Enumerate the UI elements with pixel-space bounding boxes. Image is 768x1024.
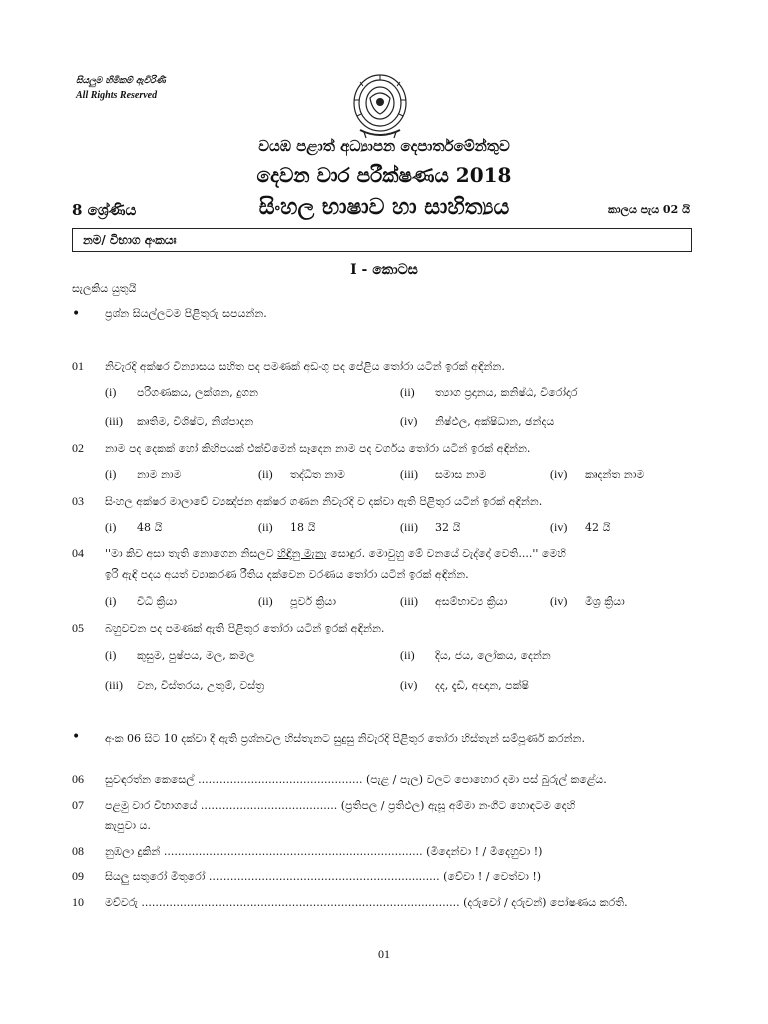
instructions-heading: සැලකිය යුතුයි xyxy=(72,282,137,295)
question-text: බහුවචන පද පමණක් ඇති පිළිතුර තෝරා යටින් ඉරක් අඳින්න. xyxy=(105,622,385,635)
underlined-phrase: හිඳිනු මැනැ xyxy=(277,547,327,560)
option-text[interactable]: නිෂ්ඵල, අක්ෂිධාන, ඡන්දය xyxy=(435,415,555,428)
option-text[interactable]: තද්ධිත නාම xyxy=(290,468,345,481)
option-number: (ii) xyxy=(258,467,273,481)
question-text-part: ''මා කිව අසා තැති නොගෙන නිසලව xyxy=(105,547,278,560)
exam-title: දෙවන වාර පරීක්ෂණය 2018 xyxy=(256,163,512,187)
option-text[interactable]: නාම නාම xyxy=(137,468,182,481)
option-number: (iii) xyxy=(105,678,123,692)
fill-blank-choices: (වේවා ! / වෙත්වා !) xyxy=(443,870,542,883)
question-text: නාම පද දෙකක් හෝ කිහිපයක් එක්වීමෙන් සෑදෙන නාම පද වර්ගය තෝරා යටින් ඉරක් අඳින්න. xyxy=(105,442,531,455)
fill-blank-prefix: මව්වරු ........................................................................................... xyxy=(105,896,460,909)
option-text[interactable]: වන, විස්තරය, උතුම්, වස්ත්‍ර xyxy=(137,679,265,692)
option-number: (ii) xyxy=(258,594,273,608)
option-number: (iv) xyxy=(400,414,418,428)
fill-blank-prefix: සුවඳරත්න කෙසෙල් ............................................... xyxy=(105,773,363,786)
option-text[interactable]: කුසුම, පුෂ්පය, මල, කමල xyxy=(137,649,255,662)
option-number: (iii) xyxy=(400,467,418,481)
question-text xyxy=(105,547,695,561)
fill-blank-sentence[interactable] xyxy=(105,870,541,884)
question-text: නිවැරදි අක්ෂර වින්‍යාසය සහිත පද පමණක් අඩංගු පද පේළිය තෝරා යටින් ඉරක් අඳින්න. xyxy=(105,360,505,373)
fill-blank-prefix: පළමු වාර විභාගයේ ....................................... xyxy=(105,799,338,812)
option-text[interactable]: මිශ්‍ර ක්‍රියා xyxy=(585,595,625,608)
question-text: සිංහල අක්ෂර මාලාවේ ව්‍යඤ්ජන අක්ෂර ගණන නිවැරදි ව දක්වා ඇති පිළිතුර යටින් ඉරක් අඳින්න. xyxy=(105,495,543,508)
question-number: 02 xyxy=(72,441,84,455)
option-number: (i) xyxy=(105,520,117,534)
name-index-field[interactable] xyxy=(72,228,692,252)
fill-blank-choices: (පැළ / පැල) වලට පොහොර දමා පස් බුරුල් කළේය. xyxy=(365,773,607,786)
question-number: 01 xyxy=(72,359,84,373)
option-text[interactable]: 42 යි xyxy=(585,521,611,534)
fill-blank-sentence[interactable] xyxy=(105,845,542,859)
option-text[interactable]: 32 යි xyxy=(435,521,461,534)
copyright-english: All Rights Reserved xyxy=(76,90,158,101)
fill-blank-choices: (දරුවෝ / දරුවන්) පෝෂණය කරති. xyxy=(463,896,628,909)
option-text[interactable]: විධි ක්‍රියා xyxy=(137,595,178,608)
option-text[interactable]: 18 යි xyxy=(290,521,316,534)
option-number: (i) xyxy=(105,648,117,662)
option-number: (iii) xyxy=(400,520,418,534)
question-number: 06 xyxy=(72,772,84,786)
fill-blank-prefix: සියලු සතුරෝ මිතුරෝ .................................................................. xyxy=(105,870,440,883)
question-number: 07 xyxy=(72,798,84,812)
department-title: වයඹ පළාත් අධ්‍යාපන දෙපාර්තමේන්තුව xyxy=(258,137,510,155)
fill-blank-sentence[interactable] xyxy=(105,799,575,813)
option-number: (iv) xyxy=(550,520,568,534)
subject-title: සිංහල භාෂාව හා සාහිත්‍යය xyxy=(258,194,510,220)
question-number: 03 xyxy=(72,494,84,508)
option-number: (i) xyxy=(105,385,117,399)
option-text[interactable]: පූර්ව ක්‍රියා xyxy=(290,595,336,608)
grade-label: 8 ශ්‍රේණිය xyxy=(72,201,137,219)
option-text[interactable]: අසම්භාව්‍ය ක්‍රියා xyxy=(435,595,508,608)
fill-blank-prefix: නුඹලා දුකින් .......................................................................... xyxy=(105,845,423,858)
option-number: (ii) xyxy=(258,520,273,534)
instruction-1: ප්‍රශ්න සියල්ලටම පිළිතුරු සපයන්න. xyxy=(105,307,267,320)
option-number: (iv) xyxy=(400,678,418,692)
part-title: I - කොටස xyxy=(350,262,418,278)
option-text[interactable]: පරිගණකය, ලක්ශන, දුගන xyxy=(137,386,258,399)
fill-blank-sentence[interactable] xyxy=(105,773,607,787)
option-text[interactable]: 48 යි xyxy=(137,521,163,534)
option-number: (iii) xyxy=(400,594,418,608)
option-number: (iii) xyxy=(105,414,123,428)
fill-blank-choices: (ප්‍රතිපල / ප්‍රතිඵල) ඇසූ අම්මා නංගීට හොඳටම දෙහි xyxy=(340,799,576,812)
option-number: (i) xyxy=(105,594,117,608)
option-text[interactable]: සමාස නාම xyxy=(435,468,487,481)
name-index-label: නම/ විභාග අංකයඃ xyxy=(83,233,177,247)
page-number: 01 xyxy=(378,947,390,961)
bullet-icon: • xyxy=(72,306,81,322)
time-allowed: කාලය පැය 02 යි xyxy=(608,203,690,216)
question-number: 08 xyxy=(72,844,84,858)
fill-blank-line2: කැපුවා ය. xyxy=(105,819,151,832)
question-number: 05 xyxy=(72,621,84,635)
option-number: (i) xyxy=(105,467,117,481)
option-text[interactable]: කෘතිම, විශිෂ්ට, නිශ්පාදන xyxy=(137,415,254,428)
bullet-icon: • xyxy=(72,729,81,745)
copyright-sinhala: සියලුම හිමිකම් ඇවිරිණි xyxy=(76,76,166,86)
question-text-part: සොඳුර. මොවුහු මේ වනයේ වැද්දෝ වෙති....'' මෙහි xyxy=(326,547,566,560)
question-number: 04 xyxy=(72,546,84,560)
option-text[interactable]: කෘදන්ත නාම xyxy=(585,468,645,481)
option-number: (iv) xyxy=(550,467,568,481)
option-number: (ii) xyxy=(400,385,415,399)
question-number: 09 xyxy=(72,869,84,883)
option-text[interactable]: දිය, ජය, ලෝකය, දෙන්න xyxy=(435,649,551,662)
government-emblem-icon xyxy=(330,70,430,140)
option-number: (iv) xyxy=(550,594,568,608)
option-text[interactable]: දද, දැඩි, අඥාන, පක්ෂි xyxy=(435,679,529,692)
question-number: 10 xyxy=(72,895,84,909)
question-text-line2: ඉරි ඇඳි පදය අයත් ව්‍යාකරණ රීතිය දක්වෙන වරණය තෝරා යටින් ඉරක් අඳින්න. xyxy=(105,568,469,581)
option-text[interactable]: ත්‍යාග ප්‍රදානය, කනිෂ්ඨ, වීරෝදාර xyxy=(435,386,578,399)
fill-blank-choices: (මිදෙන්වා ! / මිදෙහුවා !) xyxy=(426,845,543,858)
instruction-2: අංක 06 සිට 10 දක්වා දී ඇති ප්‍රශ්නවල හිස්තැනට සුදුසු නිවැරදි පිළිතුර තෝරා හිස්තැන් සම්පූර්ණ කරන්න. xyxy=(105,732,585,745)
fill-blank-sentence[interactable] xyxy=(105,896,628,910)
option-number: (ii) xyxy=(400,648,415,662)
